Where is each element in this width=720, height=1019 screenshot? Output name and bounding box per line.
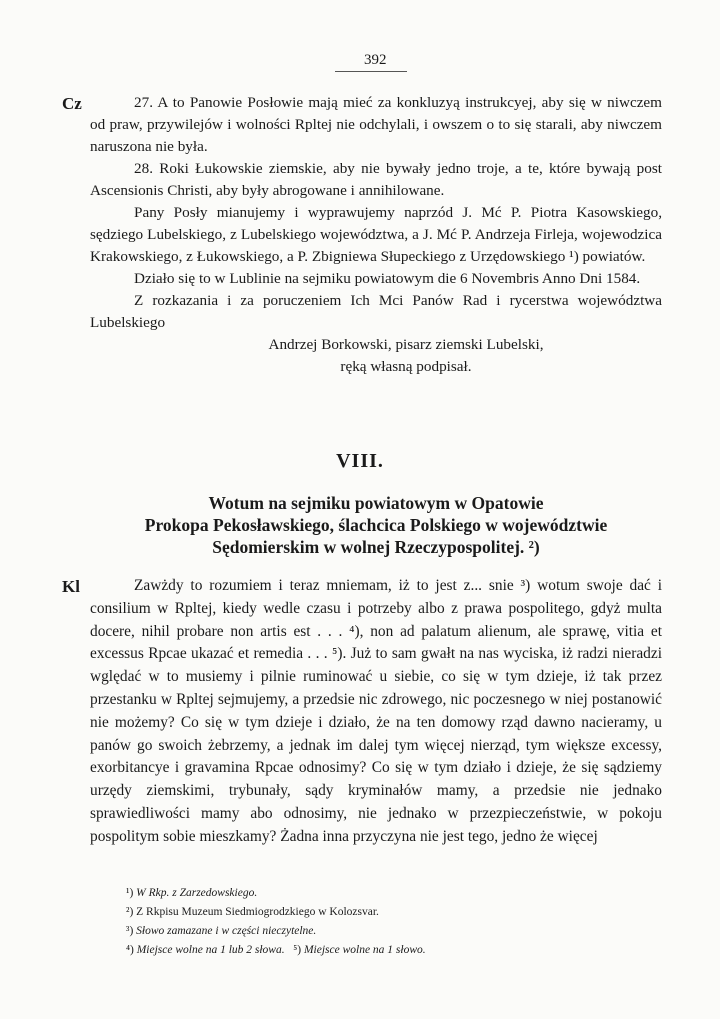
footnote-4-text: Miejsce wolne na 1 lub 2 słowa. [136,944,285,956]
footnote-4-5 [126,941,646,960]
paragraph-28: 28. Roki Łukowskie ziemskie, aby nie bywały jedno troje, a te, które bywają post Ascensionis Christi, aby były abrogowane i annihilowane. [90,160,662,199]
footnote-1-text: W Rkp. z Zarzedowskiego. [136,887,258,899]
section2-text [90,575,662,849]
footnote-4-mark: ⁴) [126,944,134,956]
footnotes [126,884,646,960]
section-title [90,492,662,558]
footnote-5-text: Miejsce wolne na 1 słowo. [303,944,426,956]
paragraph-envoys: Pany Posły mianujemy i wyprawujemy naprzód J. Mć P. Piotra Kasowskiego, sędziego Lubelskiego, z Lubelskiego województwa, a J. Mć P. Andrzeja Firleja, wojewodzica Krakowskiego, z Łukowskiego, a P. Zbigniewa Słupeckiego z Urzędowskiego ¹) powiatów. [90,204,662,265]
footnote-3-mark: ³) [126,925,134,937]
paragraph-wotum: Zawżdy to rozumiem i teraz mniemam, iż to jest z... snie ³) wotum swoje dać i consilium w Rpltej, kiedy wedle czasu i potrzeby albo z prawa pospolitego, gdyż multa docere, nihil probare non artis est . . . ⁴), non ad palatum alienum, ale sprawę, vitia et excessus Rpcae ukazać et remedia . . . ⁵). Już to sam gwałt na nas wyciska, iż radzi nieradzi wględać w to musiemy i pilnie ruminować u siebie, co się w tym dzieje, iż tak przez przestanku w Rpltej sejmujemy, a przedsie nic zdrowego, nic poczesnego w niej postanowić nie możemy? Co się w tym dzieje i działo, że na ten domowy rząd dawno nacieramy, u panów go swoich żebrzemy, a jednak im dalej tym więcej nierząd, tym większe excessy, exorbitancye i gravamina Rpcae odnosimy? Co się w tym działo i dzieje, że się sądziemy urzędy ziemskimi, trybunały, sądy kryminałów mamy, a przedsie nie jednako sprawiedliwości mamy abo odnosimy, nie jednako w przezpieczeństwie, w pokoju pospolitym sobie mieszkamy? Żadna inna przyczyna nie jest tego, jedno że więcej [90,577,662,845]
paragraph-date: Działo się to w Lublinie na sejmiku powiatowym die 6 Novembris Anno Dni 1584. [134,270,641,287]
signature-line-1: Andrzej Borkowski, pisarz ziemski Lubelski, [268,336,544,353]
footnote-5-mark: ⁵) [293,944,302,956]
footnote-2-mark: ²) [126,906,134,918]
margin-mark-kl: Kl [62,577,80,596]
title-line-3: Sędomierskim w wolnej Rzeczypospolitej. ²) [212,537,540,557]
footnote-3-text: Słowo zamazane i w części nieczytelne. [136,925,317,937]
section1-text [90,92,662,378]
title-line-1: Wotum na sejmiku powiatowym w Opatowie [208,493,544,513]
footnote-1 [126,884,646,903]
paragraph-command: Z rozkazania i za poruczeniem Ich Mci Panów Rad i rycerstwa województwa Lubelskiego [90,292,662,331]
paragraph-27: 27. A to Panowie Posłowie mają mieć za konkluzyą instrukcyej, aby się w niwczem od praw, przywilejów i wolności Rpltej nie odchylali, i owszem o to się starali, aby niwczem naruszona nie była. [90,94,662,155]
signature-line-2: ręką własną podpisał. [340,358,472,375]
title-line-2: Prokopa Pekosławskiego, ślachcica Polskiego w województwie [144,515,608,535]
page-number: 392 [364,52,387,68]
footnote-2-text: Z Rkpisu Muzeum Siedmiogrodzkiego w Kolozsvar. [136,906,379,918]
footnote-1-mark: ¹) [126,887,134,899]
footnote-2 [126,903,646,922]
footnote-3 [126,922,646,941]
margin-mark-cz: Cz [62,94,82,113]
page-number-rule [335,71,407,72]
section-numeral: VIII. [336,450,384,472]
